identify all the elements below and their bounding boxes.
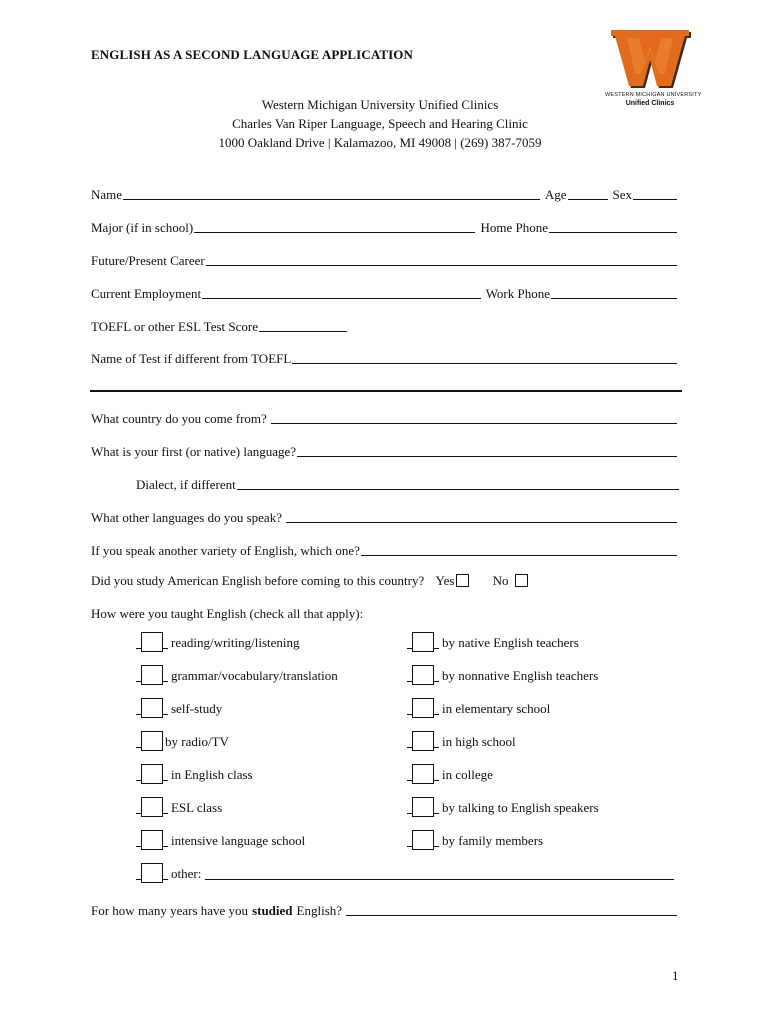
country-label: What country do you come from? [91, 411, 267, 426]
taught-option-label: by nonnative English teachers [442, 668, 599, 683]
checkbox[interactable] [412, 830, 434, 850]
taught-option-label: by native English teachers [442, 635, 579, 650]
checkbox[interactable] [141, 830, 163, 850]
variety-label: If you speak another variety of English, which one? [91, 543, 360, 558]
dialect-row [136, 475, 680, 493]
major-label: Major (if in school) [91, 220, 194, 235]
taught-option-label: in elementary school [442, 701, 551, 716]
sex-label: Sex [612, 187, 632, 202]
name-field[interactable] [123, 186, 540, 200]
taught-option[interactable] [136, 828, 338, 850]
employment-field[interactable] [202, 285, 481, 299]
no-checkbox[interactable] [515, 574, 528, 587]
taught-left-column [136, 630, 338, 861]
years-label-suffix: English? [296, 903, 343, 918]
form-title: ENGLISH AS A SECOND LANGUAGE APPLICATION [91, 47, 413, 62]
other-checkbox[interactable] [141, 863, 163, 883]
country-field[interactable] [271, 410, 677, 424]
name-row [91, 185, 678, 203]
other-languages-label: What other languages do you speak? [91, 510, 282, 525]
native-language-row [91, 442, 678, 460]
checkbox[interactable] [141, 698, 163, 718]
taught-option-label: self-study [171, 701, 223, 716]
major-row [91, 218, 678, 236]
checkbox[interactable] [412, 698, 434, 718]
taught-option[interactable] [407, 663, 599, 685]
work-phone-field[interactable] [551, 285, 677, 299]
studied-american-label: Did you study American English before coming to this country? [91, 573, 425, 588]
test-name-field[interactable] [292, 350, 677, 364]
taught-option-label: grammar/vocabulary/translation [171, 668, 338, 683]
years-label-bold: studied [252, 903, 293, 918]
page-number: 1 [672, 968, 679, 983]
taught-option-label: ESL class [171, 800, 223, 815]
toefl-row [91, 317, 348, 335]
address-line-3: 1000 Oakland Drive | Kalamazoo, MI 49008 | (269) 387-7059 [218, 135, 542, 150]
yes-label: Yes [435, 573, 455, 588]
home-phone-field[interactable] [549, 219, 677, 233]
taught-option-label: by family members [442, 833, 544, 848]
taught-option[interactable] [407, 696, 599, 718]
other-languages-field[interactable] [286, 509, 677, 523]
taught-option-label: by radio/TV [165, 734, 229, 749]
taught-option[interactable] [407, 762, 599, 784]
major-field[interactable] [194, 219, 475, 233]
variety-row [91, 541, 678, 559]
logo-university-text: WESTERN MICHIGAN UNIVERSITY [605, 92, 702, 98]
taught-option[interactable] [136, 729, 338, 751]
career-label: Future/Present Career [91, 253, 205, 268]
taught-option[interactable] [407, 828, 599, 850]
taught-option[interactable] [136, 696, 338, 718]
toefl-field[interactable] [259, 318, 347, 332]
sex-field[interactable] [633, 186, 677, 200]
checkbox[interactable] [141, 632, 163, 652]
native-language-label: What is your first (or native) language? [91, 444, 297, 459]
employment-row [91, 284, 678, 302]
other-label: other: [171, 866, 202, 881]
checkbox[interactable] [141, 665, 163, 685]
w-logo-icon [605, 28, 695, 90]
checkbox[interactable] [141, 764, 163, 784]
age-label: Age [544, 187, 567, 202]
taught-option-label: intensive language school [171, 833, 306, 848]
taught-option-label: in high school [442, 734, 516, 749]
taught-option[interactable] [136, 762, 338, 784]
taught-option[interactable] [136, 795, 338, 817]
career-field[interactable] [206, 252, 677, 266]
taught-option-label: in college [442, 767, 493, 782]
name-label: Name [91, 187, 123, 202]
home-phone-label: Home Phone [480, 220, 548, 235]
taught-option[interactable] [407, 630, 599, 652]
age-field[interactable] [568, 186, 608, 200]
years-row [91, 901, 678, 919]
checkbox[interactable] [412, 764, 434, 784]
checkbox[interactable] [412, 731, 434, 751]
address-line-2: Charles Van Riper Language, Speech and Hearing Clinic [232, 116, 528, 131]
checkbox[interactable] [141, 797, 163, 817]
address-line-1: Western Michigan University Unified Clinics [261, 97, 499, 112]
test-name-label: Name of Test if different from TOEFL [91, 351, 292, 366]
taught-option[interactable] [407, 729, 599, 751]
variety-field[interactable] [361, 542, 677, 556]
career-row [91, 251, 678, 269]
taught-option[interactable] [136, 630, 338, 652]
dialect-label: Dialect, if different [136, 477, 236, 492]
no-label: No [492, 573, 509, 588]
other-languages-row [91, 508, 678, 526]
toefl-label: TOEFL or other ESL Test Score [91, 319, 258, 334]
country-row [91, 409, 678, 427]
how-taught-label: How were you taught English (check all that apply): [91, 606, 364, 621]
taught-option[interactable] [136, 663, 338, 685]
taught-option-label: by talking to English speakers [442, 800, 599, 815]
test-name-row [91, 349, 678, 367]
yes-checkbox[interactable] [456, 574, 469, 587]
checkbox[interactable] [412, 665, 434, 685]
years-label-prefix: For how many years have you [91, 903, 249, 918]
dialect-field[interactable] [237, 476, 679, 490]
years-field[interactable] [346, 902, 677, 916]
native-language-field[interactable] [297, 443, 677, 457]
work-phone-label: Work Phone [485, 286, 550, 301]
checkbox[interactable] [412, 797, 434, 817]
taught-option-label: in English class [171, 767, 253, 782]
employment-label: Current Employment [91, 286, 202, 301]
taught-option-label: reading/writing/listening [171, 635, 300, 650]
checkbox[interactable] [141, 731, 163, 751]
logo-clinics-text: Unified Clinics [625, 100, 675, 107]
other-row [136, 861, 674, 883]
taught-option[interactable] [407, 795, 599, 817]
other-field[interactable] [205, 878, 674, 880]
section-divider [90, 390, 682, 392]
checkbox[interactable] [412, 632, 434, 652]
studied-american-row [91, 573, 528, 589]
taught-right-column [407, 630, 599, 861]
